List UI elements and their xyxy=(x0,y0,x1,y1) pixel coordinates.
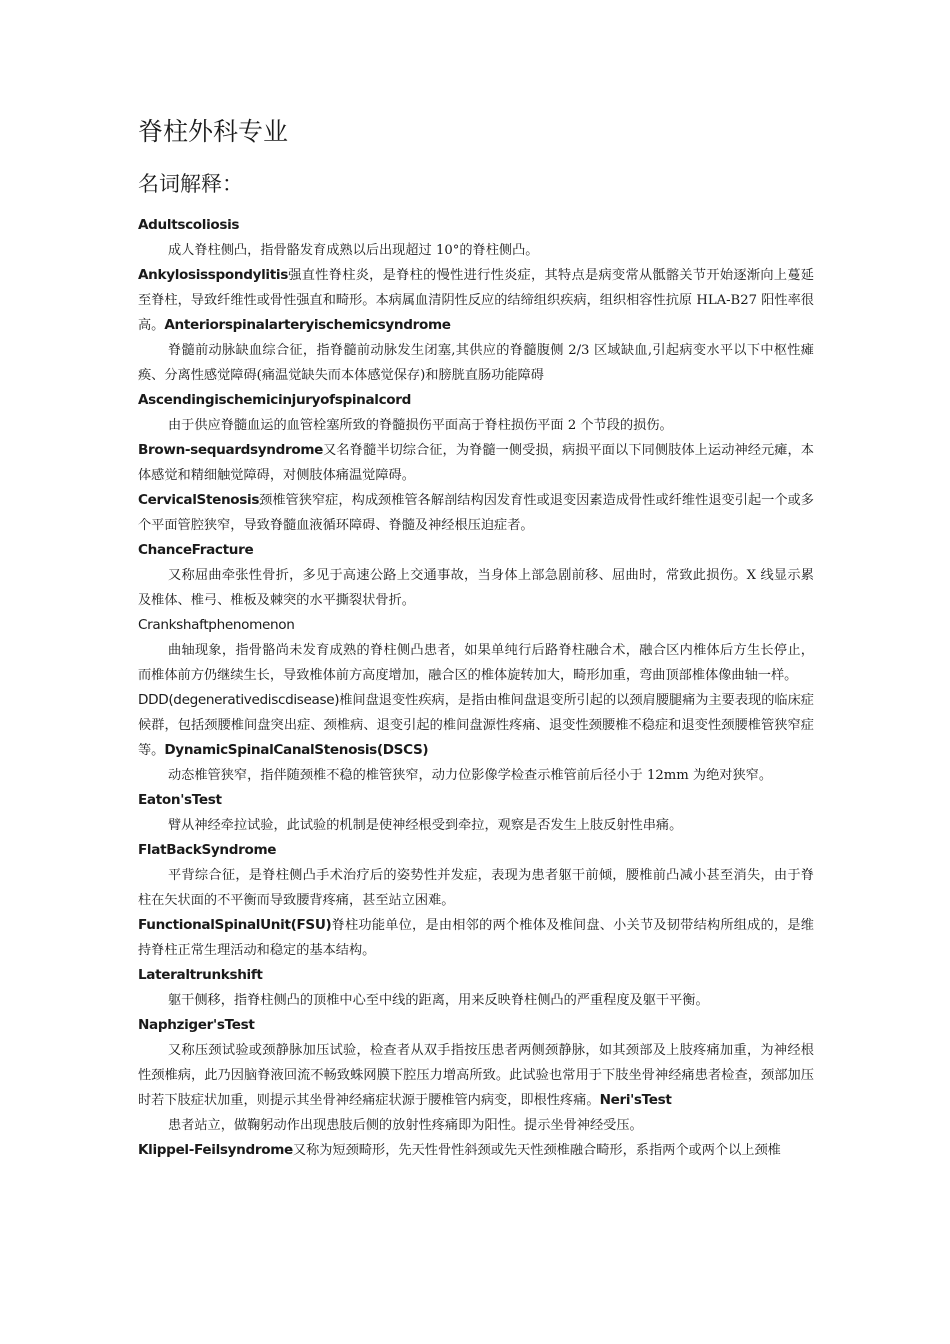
section-heading: 名词解释： xyxy=(138,172,243,196)
glossary-definition: 平背综合征，是脊柱侧凸手术治疗后的姿势性并发症，表现为患者躯干前倾，腰椎前凸减小甚至消失，由于脊柱在矢状面的不平衡而导致腰背疼痛，甚至站立困难。 xyxy=(138,868,814,908)
glossary-term: Adultscoliosis xyxy=(138,217,240,233)
glossary-definition: 又称压颈试验或颈静脉加压试验，检查者从双手指按压患者两侧颈静脉，如其颈部及上肢疼痛加重，为神经根性颈椎病，此乃因脑脊液回流不畅致蛛网膜下腔压力增高所致。此试验也常用于下肢坐骨神经痛患者检查，颈部加压时若下肢症状加重，则提示其坐骨神经痛症状源于腰椎管内病变，即根性疼痛。 xyxy=(138,1043,814,1108)
glossary-definition: 成人脊柱侧凸，指骨骼发育成熟以后出现超过 10°的脊柱侧凸。 xyxy=(168,243,539,258)
glossary-term: Brown-sequardsyndrome xyxy=(138,442,324,458)
glossary-term: FunctionalSpinalUnit(FSU) xyxy=(138,917,332,933)
glossary-definition: 强直性脊柱炎，是脊柱的慢性进行性炎症，其特点是病变常从骶髂关节开始逐渐向上蔓延至脊柱，导致纤维性或骨性强直和畸形。本病属血清阴性反应的结缔组织疾病，组织相容性抗原 HLA-B27 阳性率很高。 xyxy=(138,268,814,333)
glossary-term: DDD(degenerativediscdisease) xyxy=(138,692,340,708)
glossary-term: Ascendingischemicinjuryofspinalcord xyxy=(138,392,412,408)
glossary-term: Ankylosisspondylitis xyxy=(138,267,288,283)
glossary-definition: 臂从神经牵拉试验，此试验的机制是使神经根受到牵拉，观察是否发生上肢反射性串痛。 xyxy=(168,818,683,833)
glossary-term: FlatBackSyndrome xyxy=(138,842,277,858)
glossary-term: Anteriorspinalarteryischemicsyndrome xyxy=(164,317,451,333)
glossary-definition: 曲轴现象，指骨骼尚未发育成熟的脊柱侧凸患者，如果单纯行后路脊柱融合术，融合区内椎体后方生长停止，而椎体前方仍继续生长，导致椎体前方高度增加，融合区的椎体旋转加大，畸形加重，弯曲顶部椎体像曲轴一样。 xyxy=(138,643,814,683)
glossary-definition: 动态椎管狭窄，指伴随颈椎不稳的椎管狭窄，动力位影像学检查示椎管前后径小于 12mm 为绝对狭窄。 xyxy=(168,768,773,783)
glossary-definition: 颈椎管狭窄症，构成颈椎管各解剖结构因发育性或退变因素造成骨性或纤维性退变引起一个或多个平面管腔狭窄，导致脊髓血液循环障碍、脊髓及神经根压迫症者。 xyxy=(138,493,814,533)
glossary-definition: 又名脊髓半切综合征，为脊髓一侧受损，病损平面以下同侧肢体上运动神经元瘫，本体感觉和精细触觉障碍，对侧肢体痛温觉障碍。 xyxy=(138,443,814,483)
glossary-definition: 又称屈曲牵张性骨折，多见于高速公路上交通事故，当身体上部急剧前移、屈曲时，常致此损伤。X 线显示累及椎体、椎弓、椎板及棘突的水平撕裂状骨折。 xyxy=(138,568,814,608)
glossary-definition: 脊柱功能单位，是由相邻的两个椎体及椎间盘、小关节及韧带结构所组成的，是维持脊柱正常生理活动和稳定的基本结构。 xyxy=(138,918,814,958)
glossary-term: CervicalStenosis xyxy=(138,492,260,508)
glossary-definition: 脊髓前动脉缺血综合征，指脊髓前动脉发生闭塞,其供应的脊髓腹侧 2/3 区域缺血,引起病变水平以下中枢性瘫痪、分离性感觉障碍(痛温觉缺失而本体感觉保存)和膀胱直肠功能障碍 xyxy=(138,343,814,383)
glossary-term: ChanceFracture xyxy=(138,542,254,558)
glossary-definition: 又称为短颈畸形，先天性骨性斜颈或先天性颈椎融合畸形，系指两个或两个以上颈椎 xyxy=(292,1143,781,1158)
glossary-term: Naphziger'sTest xyxy=(138,1017,255,1033)
glossary-definition: 患者站立，做鞠躬动作出现患肢后侧的放射性疼痛即为阳性。提示坐骨神经受压。 xyxy=(168,1118,643,1133)
glossary-term: Lateraltrunkshift xyxy=(138,967,263,983)
glossary-term: Crankshaftphenomenon xyxy=(138,617,295,633)
glossary-definition: 椎间盘退变性疾病，是指由椎间盘退变所引起的以颈肩腰腿痛为主要表现的临床症候群，包括颈腰椎间盘突出症、颈椎病、退变引起的椎间盘源性疼痛、退变性颈腰椎不稳症和退变性颈腰椎管狭窄症等。 xyxy=(138,693,814,758)
glossary-body xyxy=(138,213,814,1163)
document-title: 脊柱外科专业 xyxy=(138,117,289,146)
glossary-term: Neri'sTest xyxy=(599,1092,672,1108)
glossary-definition: 躯干侧移，指脊柱侧凸的顶椎中心至中线的距离，用来反映脊柱侧凸的严重程度及躯干平衡。 xyxy=(168,993,709,1008)
glossary-definition: 由于供应脊髓血运的血管栓塞所致的脊髓损伤平面高于脊柱损伤平面 2 个节段的损伤。 xyxy=(168,418,673,433)
glossary-term: Eaton'sTest xyxy=(138,792,222,808)
glossary-term: Klippel-Feilsyndrome xyxy=(138,1142,293,1158)
glossary-term: DynamicSpinalCanalStenosis(DSCS) xyxy=(164,742,429,758)
